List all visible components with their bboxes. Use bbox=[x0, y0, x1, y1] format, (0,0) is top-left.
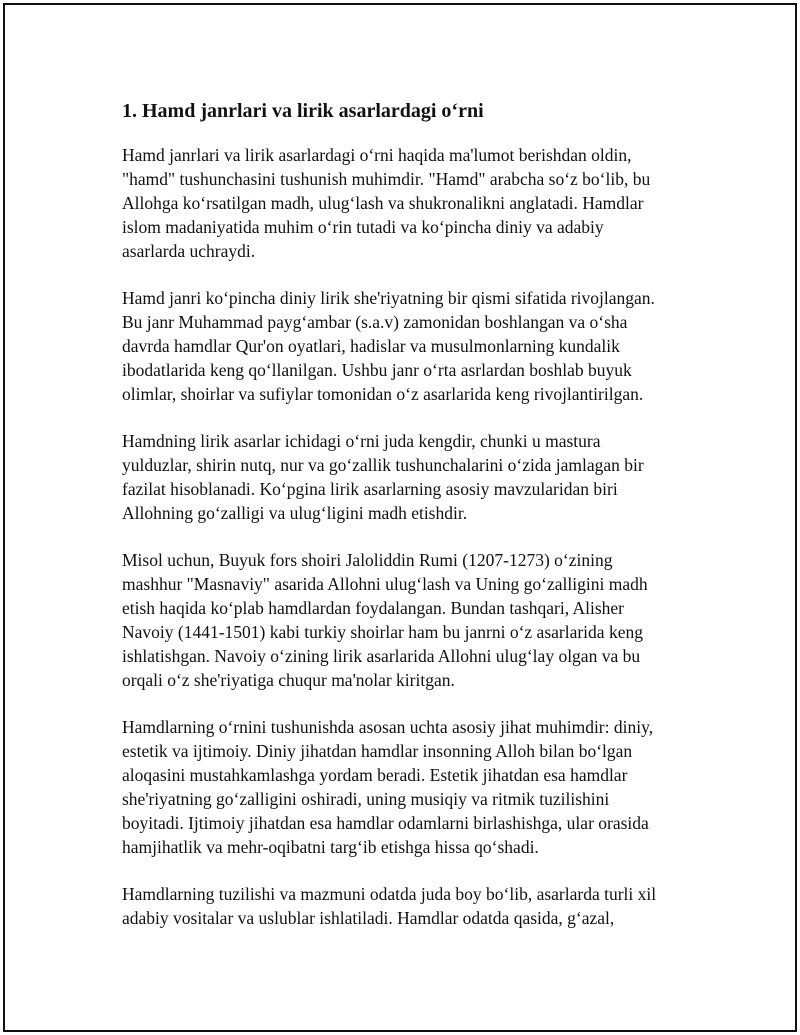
page-frame bbox=[3, 3, 797, 1032]
paragraph-6: Hamdlarning tuzilishi va mazmuni odatda juda boy bo‘lib, asarlarda turli xil adabiy vositalar va uslublar ishlatiladi. Hamdlar odatda qasida, g‘azal, bbox=[122, 884, 657, 928]
paragraph-3: Hamdning lirik asarlar ichidagi o‘rni juda kengdir, chunki u mastura yulduzlar, shirin nutq, nur va go‘zallik tushunchalarini o‘zida jamlagan bir fazilat hisoblanadi. Ko‘pgina lirik asarlarning asosiy mavzularidan biri Allohning go‘zalligi va ulug‘ligini madh etishdir. bbox=[122, 431, 644, 523]
paragraph-2: Hamd janri ko‘pincha diniy lirik she'riyatning bir qismi sifatida rivojlangan. Bu janr Muhammad payg‘ambar (s.a.v) zamonidan boshlangan va o‘sha davrda hamdlar Qur'on oyatlari, hadislar va musulmonlarning kundalik ibodatlarida keng qo‘llanilgan. Ushbu janr o‘rta asrlardan boshlab buyuk olimlar, shoirlar va sufiylar tomonidan o‘z asarlarida keng rivojlantirilgan. bbox=[122, 288, 655, 404]
paragraph-1: Hamd janrlari va lirik asarlardagi o‘rni haqida ma'lumot berishdan oldin, "hamd" tushunchasini tushunish muhimdir. "Hamd" arabcha so‘z bo‘lib, bu Allohga ko‘rsatilgan madh, ulug‘lash va shukronalikni anglatadi. Hamdlar islom madaniyatida muhim o‘rin tutadi va ko‘pincha diniy va adabiy asarlarda uchraydi. bbox=[122, 145, 651, 261]
paragraph-5: Hamdlarning o‘rnini tushunishda asosan uchta asosiy jihat muhimdir: diniy, estetik va ijtimoiy. Diniy jihatdan hamdlar insonning Alloh bilan bo‘lgan aloqasini mustahkamlashga yordam beradi. Estetik jihatdan esa hamdlar she'riyatning go‘zalligini oshiradi, uning musiqiy va ritmik tuzilishini boyitadi. Ijtimoiy jihatdan esa hamdlar odamlarni birlashishga, ular orasida hamjihatlik va mehr-oqibatni targ‘ib etishga hissa qo‘shadi. bbox=[122, 717, 654, 857]
paragraph-4: Misol uchun, Buyuk fors shoiri Jaloliddin Rumi (1207-1273) o‘zining mashhur "Masnaviy" asarida Allohni ulug‘lash va Uning go‘zalligini madh etish haqida ko‘plab hamdlardan foydalangan. Bundan tashqari, Alisher Navoiy (1441-1501) kabi turkiy shoirlar ham bu janrni o‘z asarlarida keng ishlatishgan. Navoiy o‘zining lirik asarlarida Allohni ulug‘lay olgan va bu orqali o‘z she'riyatiga chuqur ma'nolar kiritgan. bbox=[122, 550, 648, 690]
document-body bbox=[122, 97, 707, 953]
section-heading: 1. Hamd janrlari va lirik asarlardagi o‘rni bbox=[122, 100, 484, 122]
